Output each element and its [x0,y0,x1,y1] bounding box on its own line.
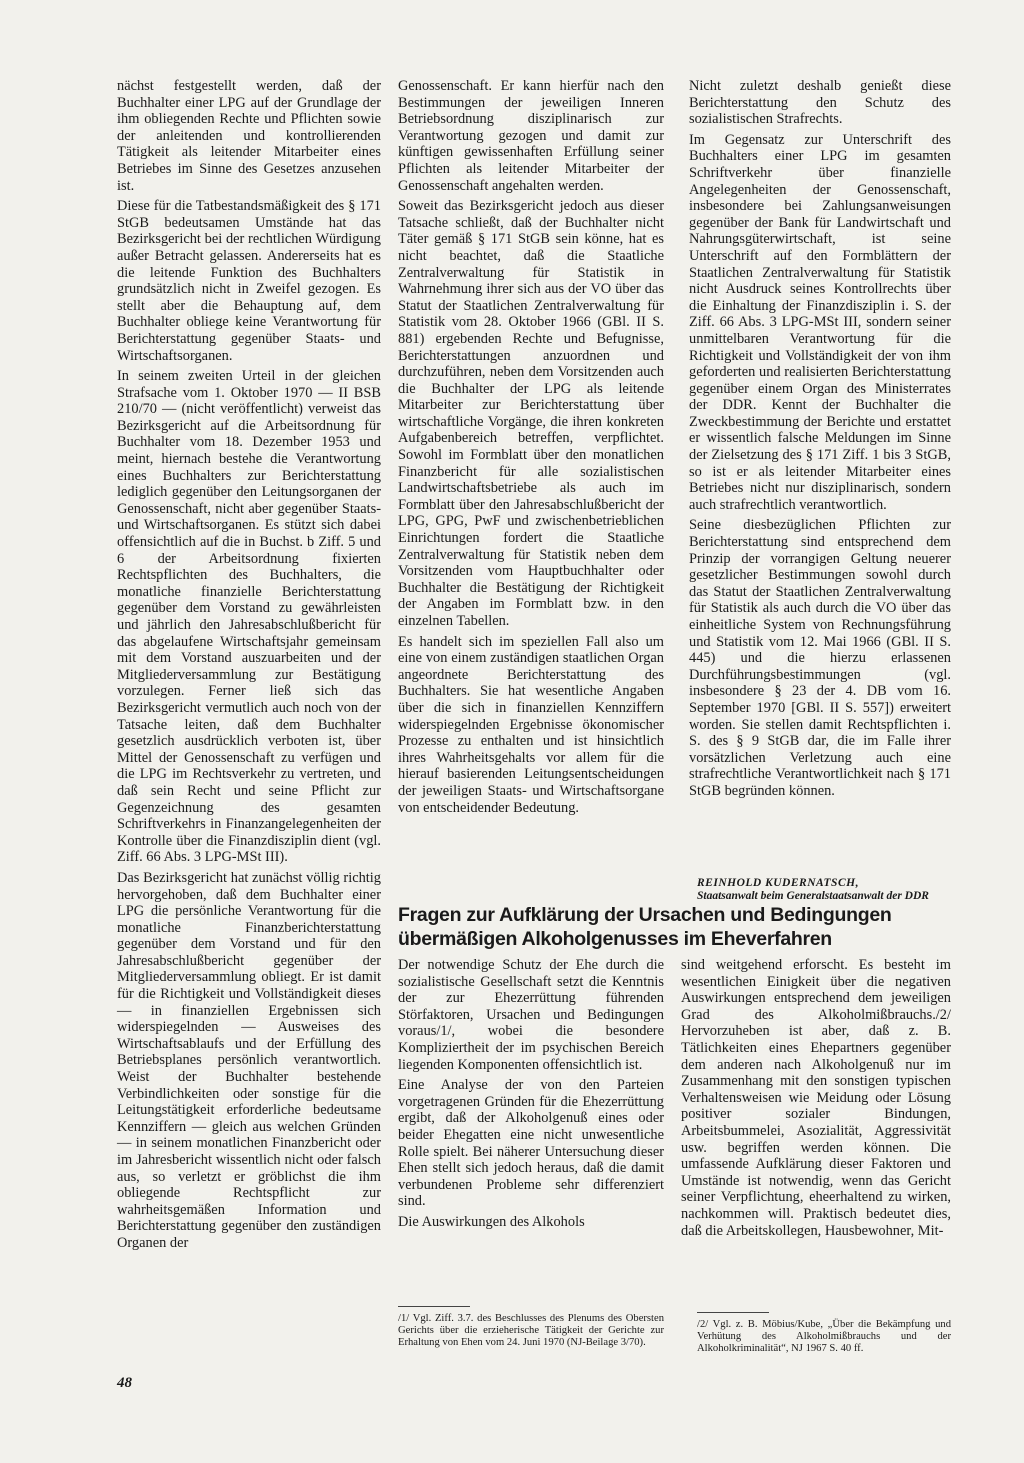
article-title: Fragen zur Aufklärung der Ursachen und Bedingungen übermäßigen Alkoholgenusses im Eheverfahren [398,904,892,950]
paragraph: Eine Analyse der von den Parteien vorgetragenen Gründen für die Ehezerrüttung ergibt, daß der Alkoholgenuß eines oder beider Ehegatten eine nicht unwesentliche Rolle spielt. Bei näherer Untersuchung dieser Ehen stellt sich jedoch heraus, daß die damit verbundenen Probleme sehr differenziert sind. [398,1077,664,1210]
author-signature [697,877,957,903]
paragraph: Genossenschaft. Er kann hierfür nach den Bestimmungen der jeweiligen Inneren Betriebsordnung disziplinarisch zur Verantwortung gezogen und damit zur künftigen gewissenhaften Erfüllung seiner Pflichten als leitender Mitarbeiter der Genossenschaft angehalten werden. [398,78,664,194]
paragraph: Die Auswirkungen des Alkohols [398,1213,585,1230]
paragraph: nächst festgestellt werden, daß der Buchhalter einer LPG auf der Grundlage der ihm obliegenden Rechte und Pflichten sowie der anleitenden und kontrollierenden Tätigkeit als leitender Mitarbeiter eines Betriebes im Sinne des Gesetzes anzusehen ist. [117,78,381,194]
paragraph: Diese für die Tatbestandsmäßigkeit des § 171 StGB bedeutsamen Umstände hat das Bezirksgericht bei der rechtlichen Würdigung außer Betracht gelassen. Andererseits hat es die leitende Funktion des Buchhalters grundsätzlich nicht in Zweifel gezogen. Es stellt aber die Behauptung auf, dem Buchhalter obliege keine Verantwortung für Berichterstattung gegenüber Staats- und Wirtschaftsorganen. [117,198,381,364]
article-column-1 [398,957,664,1235]
footnote-divider [398,1306,470,1307]
footnote-1: /1/ Vgl. Ziff. 3.7. des Beschlusses des Plenums des Obersten Gerichts über die erzieherische Tätigkeit der Gerichte zur Erhaltung von Ehen vom 24. Juni 1970 (NJ-Beilage 3/70). [398,1313,664,1349]
paragraph: Nicht zuletzt deshalb genießt diese Berichterstattung den Schutz des sozialistischen Strafrechts. [689,78,951,128]
paragraph: Der notwendige Schutz der Ehe durch die sozialistische Gesellschaft setzt die Kenntnis der zur Ehezerrüttung führenden Störfaktoren, Ursachen und Bedingungen voraus/1/, wobei die besondere Kompliziertheit der im psychischen Bereich liegenden Komponenten offensichtlich ist. [398,957,664,1073]
paragraph: Das Bezirksgericht hat zunächst völlig richtig hervorgehoben, daß dem Buchhalter einer LPG die persönliche Verantwortung für die monatliche Finanzberichterstattung gegenüber dem Vorstand und für den Jahresabschlußbericht gegenüber der Mitgliederversammlung obliegt. Er ist damit für die Richtigkeit und Vollständigkeit dieses — in finanziellen Ergebnissen sich widerspiegelnden — Ausweises des Wirtschaftsablaufs und der Erfüllung des Betriebsplanes persönlich verantwortlich. Weist der Buchhalter bestehende Verbindlichkeiten oder sonstige für die Leitungstätigkeit erforderliche bedeutsame Kennziffern — gleich aus welchen Gründen — in seinem monatlichen Finanzbericht oder im Jahresbericht wissentlich nicht oder falsch aus, so verletzt er gröblichst die ihm obliegende Rechtspflicht zur wahrheitsgemäßen Information und Berichterstattung gegenüber den zuständigen Organen der [117,869,381,1251]
author-role: Staatsanwalt beim Generalstaatsanwalt der DDR [697,890,929,902]
paragraph: sind weitgehend erforscht. Es besteht im wesentlichen Einigkeit über die negativen Auswirkungen entsprechend dem jeweiligen Grad des Alkoholmißbrauchs./2/ Hervorzuheben ist aber, daß z. B. Tätlichkeiten eines Ehepartners gegenüber dem anderen nach Alkoholgenuß nur im Zusammenhang mit den sonstigen typischen Verhaltensweisen wie Meidung oder Lösung positiver sozialer Bindungen, Arbeitsbummelei, Asozialität, Aggressivität usw. begriffen werden können. Die umfassende Aufklärung dieser Faktoren und Umstände ist notwendig, wenn das Gericht seiner Verpflichtung, eheerhaltend zu wirken, nachkommen will. Praktisch bedeutet dies, daß die Arbeitskollegen, Hausbewohner, Mit- [681,957,951,1239]
column-1 [117,78,381,1256]
paragraph: In seinem zweiten Urteil in der gleichen Strafsache vom 1. Oktober 1970 — II BSB 210/70 — (nicht veröffentlicht) verweist das Bezirksgericht auf die Arbeitsordnung für Buchhalter vom 18. Dezember 1953 und meint, hiernach bestehe die Verantwortung eines Buchhalters zur Berichterstattung lediglich gegenüber den Leitungsorganen der Genossenschaft, nicht aber gegenüber Staats- und Wirtschaftsorganen. Es stützt sich dabei offensichtlich auf die in Buchst. b Ziff. 5 und 6 der Arbeitsordnung fixierten Rechtspflichten des Buchhalters, die monatliche finanzielle Berichterstattung gegenüber dem Vorstand zu gewährleisten und jährlich den Jahresabschlußbericht für das abgelaufene Wirtschaftsjahr gemeinsam mit dem Vorstand auszuarbeiten und der Mitgliederversammlung zur Bestätigung vorzulegen. Ferner ließ sich das Bezirksgericht vermutlich auch noch von der Tatsache leiten, daß dem Buchhalter gesetzlich ausdrücklich verboten ist, über Mittel der Genossenschaft zu verfügen und die LPG im Rechtsverkehr zu vertreten, und daß sein Recht und seine Pflicht zur Gegenzeichnung des gesamten Schriftverkehrs in Finanzangelegenheiten der Kontrolle über die Finanzdisziplin dient (vgl. Ziff. 66 Abs. 3 LPG-MSt III). [117,368,381,866]
author-name: REINHOLD KUDERNATSCH, [697,877,859,889]
column-2 [398,78,664,820]
paragraph: Es handelt sich im speziellen Fall also um eine von einem zuständigen staatlichen Organ angeordnete Berichterstattung des Buchhalters. Sie hat wesentliche Angaben über die sich in finanziellen Kennziffern widerspiegelnden Ergebnisse ökonomischer Prozesse zu enthalten und ist hinsichtlich ihres Wahrheitsgehalts vor allem für die hierauf basierenden Leitungsentscheidungen der jeweiligen Staats- und Wirtschaftsorgane von entscheidender Bedeutung. [398,633,664,816]
footnote-2: /2/ Vgl. z. B. Möbius/Kube, „Über die Bekämpfung und Verhütung des Alkoholmißbrauchs und der Alkoholkriminalität“, NJ 1967 S. 40 ff. [697,1319,951,1355]
footnote-divider [697,1312,769,1313]
paragraph: Soweit das Bezirksgericht jedoch aus dieser Tatsache schließt, daß der Buchhalter nicht Täter gemäß § 171 StGB sein könne, hat es nicht beachtet, daß die Staatliche Zentralverwaltung für Statistik in Wahrnehmung ihrer sich aus der VO über das Statut der Staatlichen Zentralverwaltung für Statistik vom 28. Oktober 1966 (GBl. II S. 881) ergebenden Rechte und Befugnisse, Berichterstattungen anzuordnen und durchzuführen, neben dem Vorsitzenden auch die Buchhalter der LPG als leitende Mitarbeiter zur Berichterstattung über wirtschaftliche Vorgänge, die ihren konkreten Aufgabenbereich betreffen, verpflichtet. Sowohl im Formblatt über den monatlichen Finanzbericht für alle sozialistischen Landwirtschaftsbetriebe als auch im Formblatt über den Jahresabschlußbericht der LPG, GPG, PwF und zwischenbetrieblichen Einrichtungen fordert die Staatliche Zentralverwaltung für Statistik neben dem Vorsitzenden vom Hauptbuchhalter oder Buchhalter die Bestätigung der Richtigkeit der Angaben im Formblatt bzw. in den einzelnen Tabellen. [398,198,664,629]
column-3 [689,78,951,804]
page-number: 48 [117,1375,132,1391]
paragraph: Seine diesbezüglichen Pflichten zur Berichterstattung sind entsprechend dem Prinzip der vorrangigen Geltung neuerer gesetzlicher Bestimmungen sowohl durch das Statut der Staatlichen Zentralverwaltung für Statistik als auch durch die VO über das einheitliche System von Rechnungsführung und Statistik vom 12. Mai 1966 (GBl. II S. 445) und die hierzu erlassenen Durchführungsbestimmungen (vgl. insbesondere § 23 der 4. DB vom 16. September 1970 [GBl. II S. 557]) erweitert worden. Sie stellen damit Rechtspflichten i. S. des § 9 StGB dar, die im Falle ihrer vorsätzlichen Verletzung auch eine strafrechtliche Verantwortlichkeit nach § 171 StGB begründen können. [689,517,951,799]
paragraph: Im Gegensatz zur Unterschrift des Buchhalters einer LPG im gesamten Schriftverkehr über finanzielle Angelegenheiten der Genossenschaft, insbesondere bei Zahlungsanweisungen gegenüber der Bank für Landwirtschaft und Nahrungsgüterwirtschaft, ist seine Unterschrift auf den Formblättern der Staatlichen Zentralverwaltung für Statistik nicht Ausdruck seines Kontrollrechts über die Einhaltung der Finanzdisziplin i. S. der Ziff. 66 Abs. 3 LPG-MSt III, sondern seiner unmittelbaren Verantwortung für die Richtigkeit und Vollständigkeit der von ihm geforderten und realisierten Berichterstattung gegenüber einem Organ des Ministerrates der DDR. Kennt der Buchhalter die Zweckbestimmung der Berichte und erstattet er wissentlich falsche Meldungen im Sinne der Zielsetzung des § 171 Ziff. 1 bis 3 StGB, so ist er als leitender Mitarbeiter eines Betriebes nicht nur disziplinarisch, sondern auch strafrechtlich verantwortlich. [689,131,951,513]
article-column-2 [681,957,951,1243]
